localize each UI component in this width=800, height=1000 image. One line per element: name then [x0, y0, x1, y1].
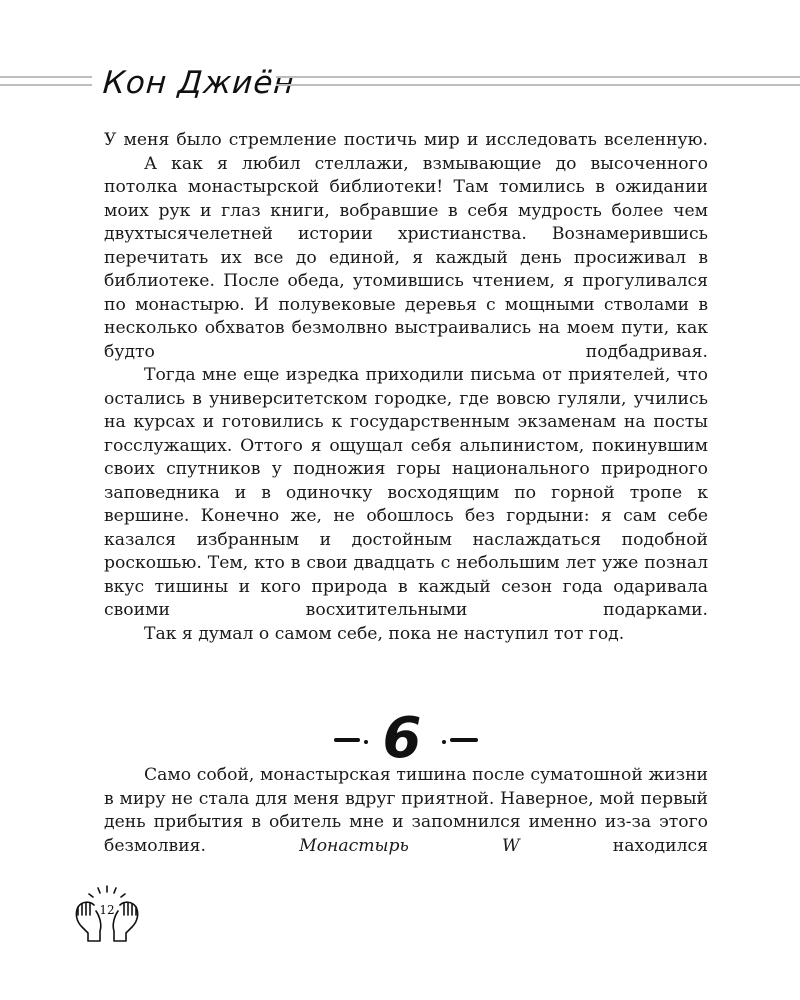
paragraph-5: [104, 764, 708, 858]
chapter-dot-right: [442, 740, 446, 744]
paragraph-3: Тогда мне еще изредка приходили письма от приятелей, что остались в университетском городке, где вовсю гуляли, учились на курсах и готовились к государственным экзаменам на посты госслужащих. Оттого я ощущал себя альпинистом, покинувшим своих спутников у подножия горы национального природного заповедника и в одиночку восходящим по горной тропе к вершине. Конечно же, не обошлось без гордыни: я сам себе казался избранным и достойным наслаждаться подобной роскошью. Тем, кто в свои двадцать с небольшим лет уже познал вкус тишины и кого природа в каждый сезон года одаривала своими восхитительными подарками.: [104, 365, 708, 620]
chapter-dot-left: [364, 740, 368, 744]
running-header: [0, 62, 800, 112]
paragraph-2: А как я любил стеллажи, взмывающие до высоченного потолка монастырской библиотеки! Там томились в ожидании моих рук и глаз книги, вобравшие в себя мудрость более чем двухтысячелетней истории христианства. Вознамерившись перечитать их все до единой, я каждый день просиживал в библиотеке. После обеда, утомившись чтением, я прогуливался по монастырю. И полувековые деревья с мощными стволами в несколько обхватов безмолвно выстраивались на моем пути, как будто подбадривая.: [104, 153, 708, 362]
page-number: 12: [99, 903, 115, 917]
page-footer: [70, 885, 144, 945]
paragraph-5-text: Само собой, монастырская тишина после суматошной жизни в миру не стала для меня вдруг приятной. Наверное, мой первый день прибытия в обитель мне и запомнился именно из-за этого безмолвия.: [104, 765, 708, 856]
header-rule-left-bottom: [0, 84, 92, 86]
chapter-divider: [0, 706, 800, 772]
paragraph-4: Так я думал о самом себе, пока не наступил тот год.: [144, 623, 625, 644]
header-author-name: Кон Джиён: [101, 65, 296, 101]
header-rule-right-top: [276, 76, 800, 78]
text-block-1: [104, 129, 708, 646]
chapter-dash-right: [450, 738, 478, 742]
text-block-2: [104, 764, 708, 858]
header-rule-right-bottom: [276, 84, 800, 86]
chapter-dash-left: [334, 738, 360, 742]
paragraph-5-tail: находился: [519, 835, 708, 856]
monastery-name: Монастырь W: [299, 835, 520, 856]
chapter-number: 6: [382, 706, 422, 771]
header-rule-left-top: [0, 76, 92, 78]
paragraph-1: У меня было стремление постичь мир и исследовать вселенную.: [104, 130, 708, 150]
